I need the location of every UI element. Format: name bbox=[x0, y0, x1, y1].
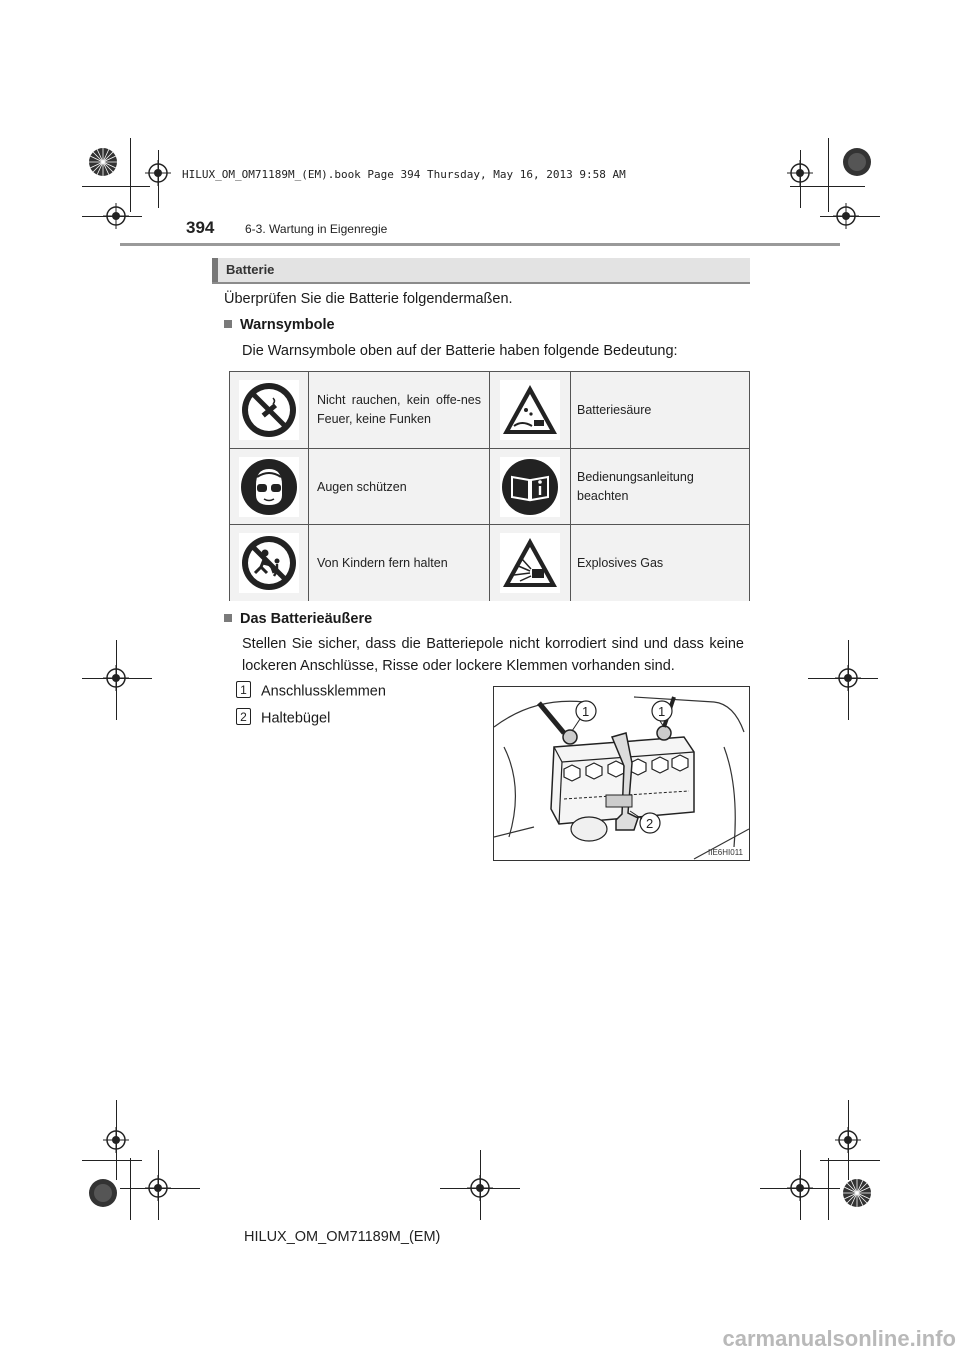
table-cell bbox=[230, 525, 309, 601]
table-cell bbox=[230, 372, 309, 448]
callout-label: Anschlussklemmen bbox=[261, 683, 386, 700]
registration-mark-icon bbox=[835, 665, 861, 691]
callout-number: 1 bbox=[236, 681, 251, 698]
keep-away-children-icon bbox=[239, 533, 299, 593]
callout-label: Haltebügel bbox=[261, 710, 331, 727]
warning-symbols-table bbox=[229, 371, 750, 601]
svg-text:1: 1 bbox=[582, 704, 590, 719]
callout-number: 2 bbox=[236, 708, 251, 725]
page-number: 394 bbox=[186, 218, 215, 237]
crop-line bbox=[828, 138, 829, 212]
watermark: carmanualsonline.info bbox=[722, 1326, 956, 1351]
symbol-label: Von Kindern fern halten bbox=[309, 525, 490, 601]
registration-mark-icon bbox=[467, 1175, 493, 1201]
table-cell bbox=[230, 449, 309, 525]
section-title: Batterie bbox=[226, 262, 275, 277]
intro-text: Überprüfen Sie die Batterie folgendermaßen. bbox=[224, 291, 513, 307]
table-row bbox=[230, 524, 749, 601]
battery-acid-icon bbox=[500, 380, 560, 440]
symbol-label: Batteriesäure bbox=[577, 402, 652, 417]
exterior-heading bbox=[224, 609, 372, 631]
star-target-icon bbox=[842, 147, 872, 177]
table-cell bbox=[490, 449, 571, 525]
registration-mark-icon bbox=[787, 160, 813, 186]
registration-mark-icon bbox=[103, 1127, 129, 1153]
footer-doc-code: HILUX_OM_OM71189M_(EM) bbox=[244, 1229, 441, 1245]
warnings-heading bbox=[224, 315, 335, 337]
crop-line bbox=[82, 1160, 142, 1161]
no-smoking-icon bbox=[239, 380, 299, 440]
registration-mark-icon bbox=[145, 160, 171, 186]
crop-line bbox=[130, 1158, 131, 1220]
symbol-label: Augen schützen bbox=[309, 449, 490, 525]
star-target-icon bbox=[88, 1178, 118, 1208]
bullet-square-icon bbox=[224, 320, 232, 328]
section-heading-bar bbox=[212, 258, 750, 284]
callout-item bbox=[236, 681, 386, 703]
exterior-description: Stellen Sie sicher, dass die Batteriepole nicht korrodiert sind und dass keine lockeren Anschlüsse, Risse oder lockere Klemmen vorhanden sind. bbox=[242, 636, 744, 674]
crop-line bbox=[820, 1160, 880, 1161]
symbol-label: Nicht rauchen, kein offe-nes Feuer, keine Funken bbox=[309, 372, 490, 448]
svg-text:1: 1 bbox=[658, 704, 666, 719]
table-row bbox=[230, 372, 749, 448]
warnings-heading-text: Warnsymbole bbox=[240, 317, 335, 333]
table-row bbox=[230, 448, 749, 525]
table-cell bbox=[490, 372, 571, 448]
registration-mark-icon bbox=[103, 665, 129, 691]
crop-line bbox=[130, 138, 131, 212]
callout-item bbox=[236, 708, 330, 730]
figure-code: IIE6HI011 bbox=[708, 848, 743, 857]
bullet-square-icon bbox=[224, 614, 232, 622]
star-target-icon bbox=[88, 147, 118, 177]
print-file-info: HILUX_OM_OM71189M_(EM).book Page 394 Thursday, May 16, 2013 9:58 AM bbox=[182, 168, 626, 181]
running-header: 6-3. Wartung in Eigenregie bbox=[245, 222, 388, 236]
crop-line bbox=[82, 186, 150, 187]
registration-mark-icon bbox=[833, 203, 859, 229]
svg-text:2: 2 bbox=[646, 816, 654, 831]
registration-mark-icon bbox=[103, 203, 129, 229]
symbol-label: Explosives Gas bbox=[577, 555, 664, 570]
symbol-label: Bedienungsanleitung beachten bbox=[577, 470, 694, 503]
warnings-description: Die Warnsymbole oben auf der Batterie haben folgende Bedeutung: bbox=[242, 343, 678, 359]
table-cell bbox=[490, 525, 571, 601]
section-stripe bbox=[212, 258, 218, 282]
star-target-icon bbox=[842, 1178, 872, 1208]
crop-line bbox=[828, 1158, 829, 1220]
registration-mark-icon bbox=[145, 1175, 171, 1201]
registration-mark-icon bbox=[787, 1175, 813, 1201]
explosive-gas-icon bbox=[500, 533, 560, 593]
eye-protection-icon bbox=[239, 457, 299, 517]
registration-mark-icon bbox=[835, 1127, 861, 1153]
read-manual-icon bbox=[500, 457, 560, 517]
header-rule bbox=[120, 243, 840, 246]
battery-illustration bbox=[493, 686, 750, 861]
exterior-heading-text: Das Batterieäußere bbox=[240, 611, 373, 627]
